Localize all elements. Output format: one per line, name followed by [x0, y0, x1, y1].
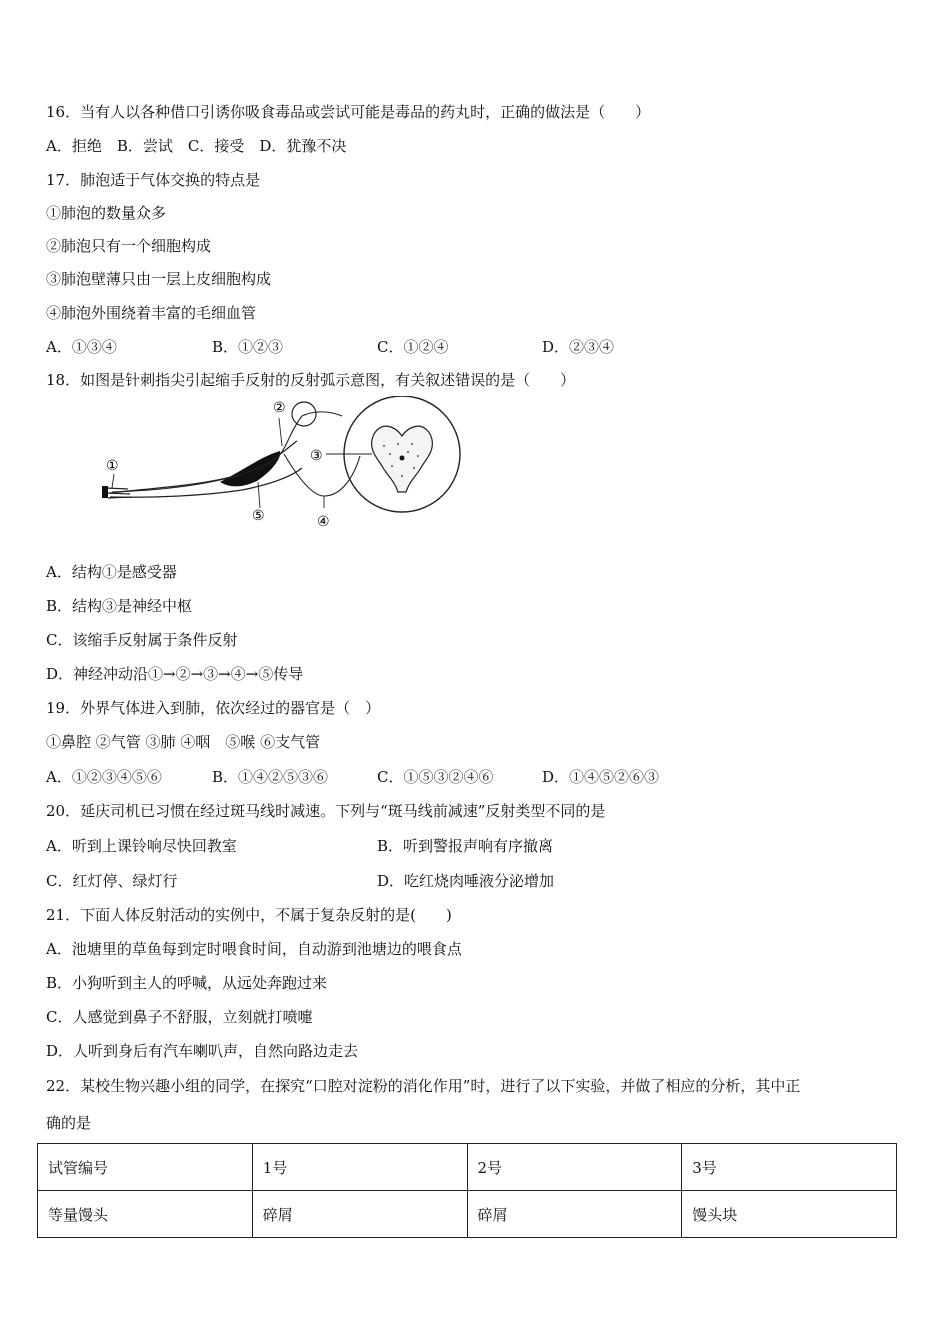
q20-option-a: A．听到上课铃响尽快回教室: [46, 837, 237, 855]
q19-items: ①鼻腔 ②气管 ③肺 ④咽 ⑤喉 ⑥支气管: [46, 733, 321, 751]
q20-option-b: B．听到警报声响有序撤离: [377, 837, 554, 855]
q21-stem: 21．下面人体反射活动的实例中，不属于复杂反射的是( ): [46, 906, 452, 924]
q18-stem: 18．如图是针刺指尖引起缩手反射的反射弧示意图，有关叙述错误的是（ ）: [46, 371, 576, 389]
table-cell: 等量馒头: [38, 1191, 253, 1238]
diagram-label-5: ⑤: [252, 508, 265, 524]
diagram-label-4: ④: [317, 514, 330, 530]
q18-option-a: A．结构①是感受器: [46, 563, 177, 581]
q19-option-b: B．①④②⑤③⑥: [212, 768, 329, 786]
q17-option-b: B．①②③: [212, 338, 284, 356]
q22-stem-line1: 22．某校生物兴趣小组的同学，在探究“口腔对淀粉的消化作用”时，进行了以下实验，并做了相应的分析，其中正: [46, 1077, 801, 1095]
table-cell: 馒头块: [682, 1191, 897, 1238]
q17-item-4: ④肺泡外围绕着丰富的毛细血管: [46, 304, 257, 322]
q17-option-a: A．①③④: [46, 338, 117, 356]
diagram-label-1: ①: [106, 458, 119, 474]
q17-option-d: D．②③④: [542, 338, 615, 356]
q20-stem: 20．延庆司机已习惯在经过斑马线时减速。下列与“斑马线前减速”反射类型不同的是: [46, 802, 606, 820]
table-cell: 碎屑: [252, 1191, 467, 1238]
q21-option-a: A．池塘里的草鱼每到定时喂食时间，自动游到池塘边的喂食点: [46, 940, 462, 958]
q16-stem: 16．当有人以各种借口引诱你吸食毒品或尝试可能是毒品的药丸时，正确的做法是（ ）: [46, 103, 651, 121]
experiment-table: [37, 1143, 897, 1238]
q19-option-c: C．①⑤③②④⑥: [377, 768, 494, 786]
q19-stem: 19．外界气体进入到肺，依次经过的器官是（ ）: [46, 699, 381, 717]
table-cell: 2号: [467, 1144, 682, 1191]
q22-stem-line2: 确的是: [46, 1114, 92, 1132]
reflex-arc-diagram: [92, 396, 472, 536]
q19-option-a: A．①②③④⑤⑥: [46, 768, 162, 786]
q20-option-c: C．红灯停、绿灯行: [46, 872, 178, 890]
q17-option-c: C．①②④: [377, 338, 449, 356]
q17-stem: 17．肺泡适于气体交换的特点是: [46, 171, 261, 189]
table-cell: 碎屑: [467, 1191, 682, 1238]
q21-option-c: C．人感觉到鼻子不舒服，立刻就打喷嚏: [46, 1008, 313, 1026]
diagram-label-3: ③: [310, 448, 323, 464]
q21-option-d: D．人听到身后有汽车喇叭声，自然向路边走去: [46, 1042, 359, 1060]
table-cell: 1号: [252, 1144, 467, 1191]
q17-item-1: ①肺泡的数量众多: [46, 204, 167, 222]
table-cell: 试管编号: [38, 1144, 253, 1191]
table-row: [38, 1144, 897, 1191]
q20-option-d: D．吃红烧肉唾液分泌增加: [377, 872, 555, 890]
q17-item-3: ③肺泡壁薄只由一层上皮细胞构成: [46, 270, 272, 288]
q17-item-2: ②肺泡只有一个细胞构成: [46, 237, 212, 255]
diagram-label-2: ②: [273, 400, 286, 416]
table-cell: 3号: [682, 1144, 897, 1191]
q21-option-b: B．小狗听到主人的呼喊，从远处奔跑过来: [46, 974, 328, 992]
q19-option-d: D．①④⑤②⑥③: [542, 768, 660, 786]
table-row: [38, 1191, 897, 1238]
q16-options: A．拒绝 B．尝试 C．接受 D．犹豫不决: [46, 137, 347, 155]
q18-option-b: B．结构③是神经中枢: [46, 597, 193, 615]
q18-option-c: C．该缩手反射属于条件反射: [46, 631, 238, 649]
q18-option-d: D．神经冲动沿①→②→③→④→⑤传导: [46, 665, 304, 683]
